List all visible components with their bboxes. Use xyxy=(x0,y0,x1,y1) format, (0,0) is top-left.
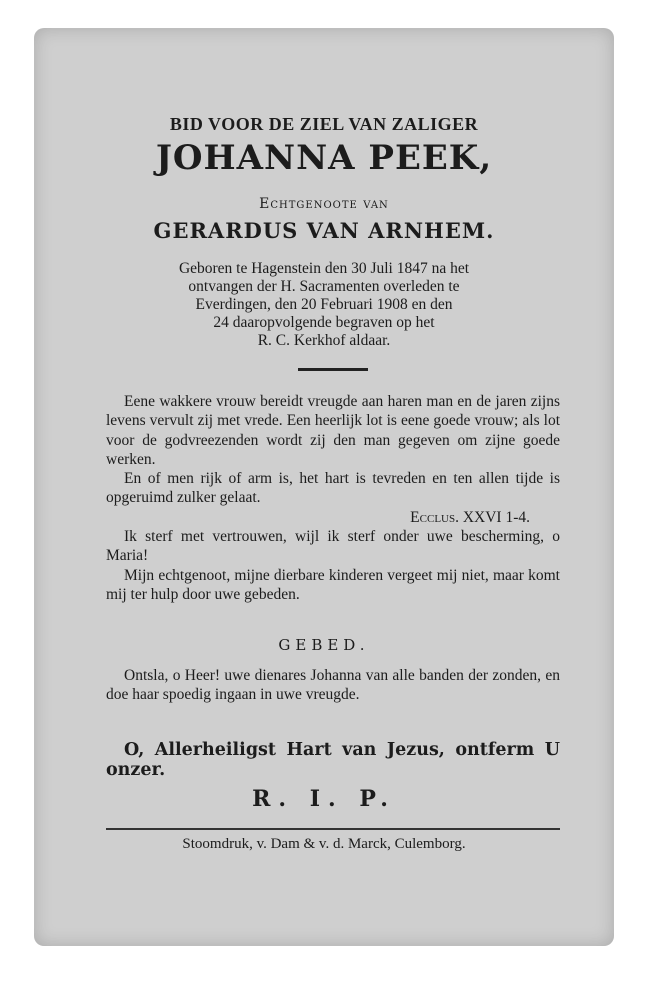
rip-text: R. I. P. xyxy=(252,786,396,812)
memorial-card xyxy=(34,28,614,946)
bio-line: Geboren te Hagenstein den 30 Juli 1847 na het xyxy=(178,260,470,277)
bio-line: R. C. Kerkhof aldaar. xyxy=(257,332,391,349)
deceased-name: JOHANNA PEEK, xyxy=(155,138,493,178)
verse-reference: Ecclus. XXVI 1-4. xyxy=(410,508,530,526)
verse-paragraph: Mijn echtgenoot, mijne dierbare kinderen vergeet mij niet, maar komt mij ter hulp door uwe gebeden. xyxy=(106,566,560,603)
verse-paragraph: Eene wakkere vrouw bereidt vreugde aan haren man en de jaren zijns levens vervult zij met vrede. Een heerlijk lot is eene goede vrouw; als lot voor de godvreezenden wordt zij den man gegeven om zijne goede werken. xyxy=(106,393,560,468)
prayer-text: Ontsla, o Heer! uwe dienares Johanna van alle banden der zonden, en doe haar spoedig ingaan in uwe vreugde. xyxy=(106,667,560,704)
spouse-name: GERARDUS VAN ARNHEM. xyxy=(153,218,495,243)
scripture-verses xyxy=(106,392,560,604)
verse-paragraph: En of men rijk of arm is, het hart is tevreden en ten allen tijde is opgeruimd zulker gelaat. xyxy=(106,470,560,507)
prayer-title: GEBED. xyxy=(278,636,370,654)
biography xyxy=(114,260,534,350)
closing-invocation: O, Allerheiligst Hart van Jezus, ontferm U onzer. xyxy=(106,740,560,780)
card-header: BID VOOR DE ZIEL VAN ZALIGER xyxy=(169,114,479,134)
prayer xyxy=(106,666,560,705)
printer-credit: Stoomdruk, v. Dam & v. d. Marck, Culemborg. xyxy=(182,836,466,852)
bio-line: Everdingen, den 20 Februari 1908 en den xyxy=(195,296,453,313)
bottom-divider xyxy=(106,828,560,830)
verse-paragraph: Ik sterf met vertrouwen, wijl ik sterf onder uwe bescherming, o Maria! xyxy=(106,528,560,565)
section-divider xyxy=(298,368,368,371)
bio-line: 24 daaropvolgende begraven op het xyxy=(213,314,435,331)
spouse-label: Echtgenoote van xyxy=(259,196,389,212)
bio-line: ontvangen der H. Sacramenten overleden te xyxy=(188,278,460,295)
